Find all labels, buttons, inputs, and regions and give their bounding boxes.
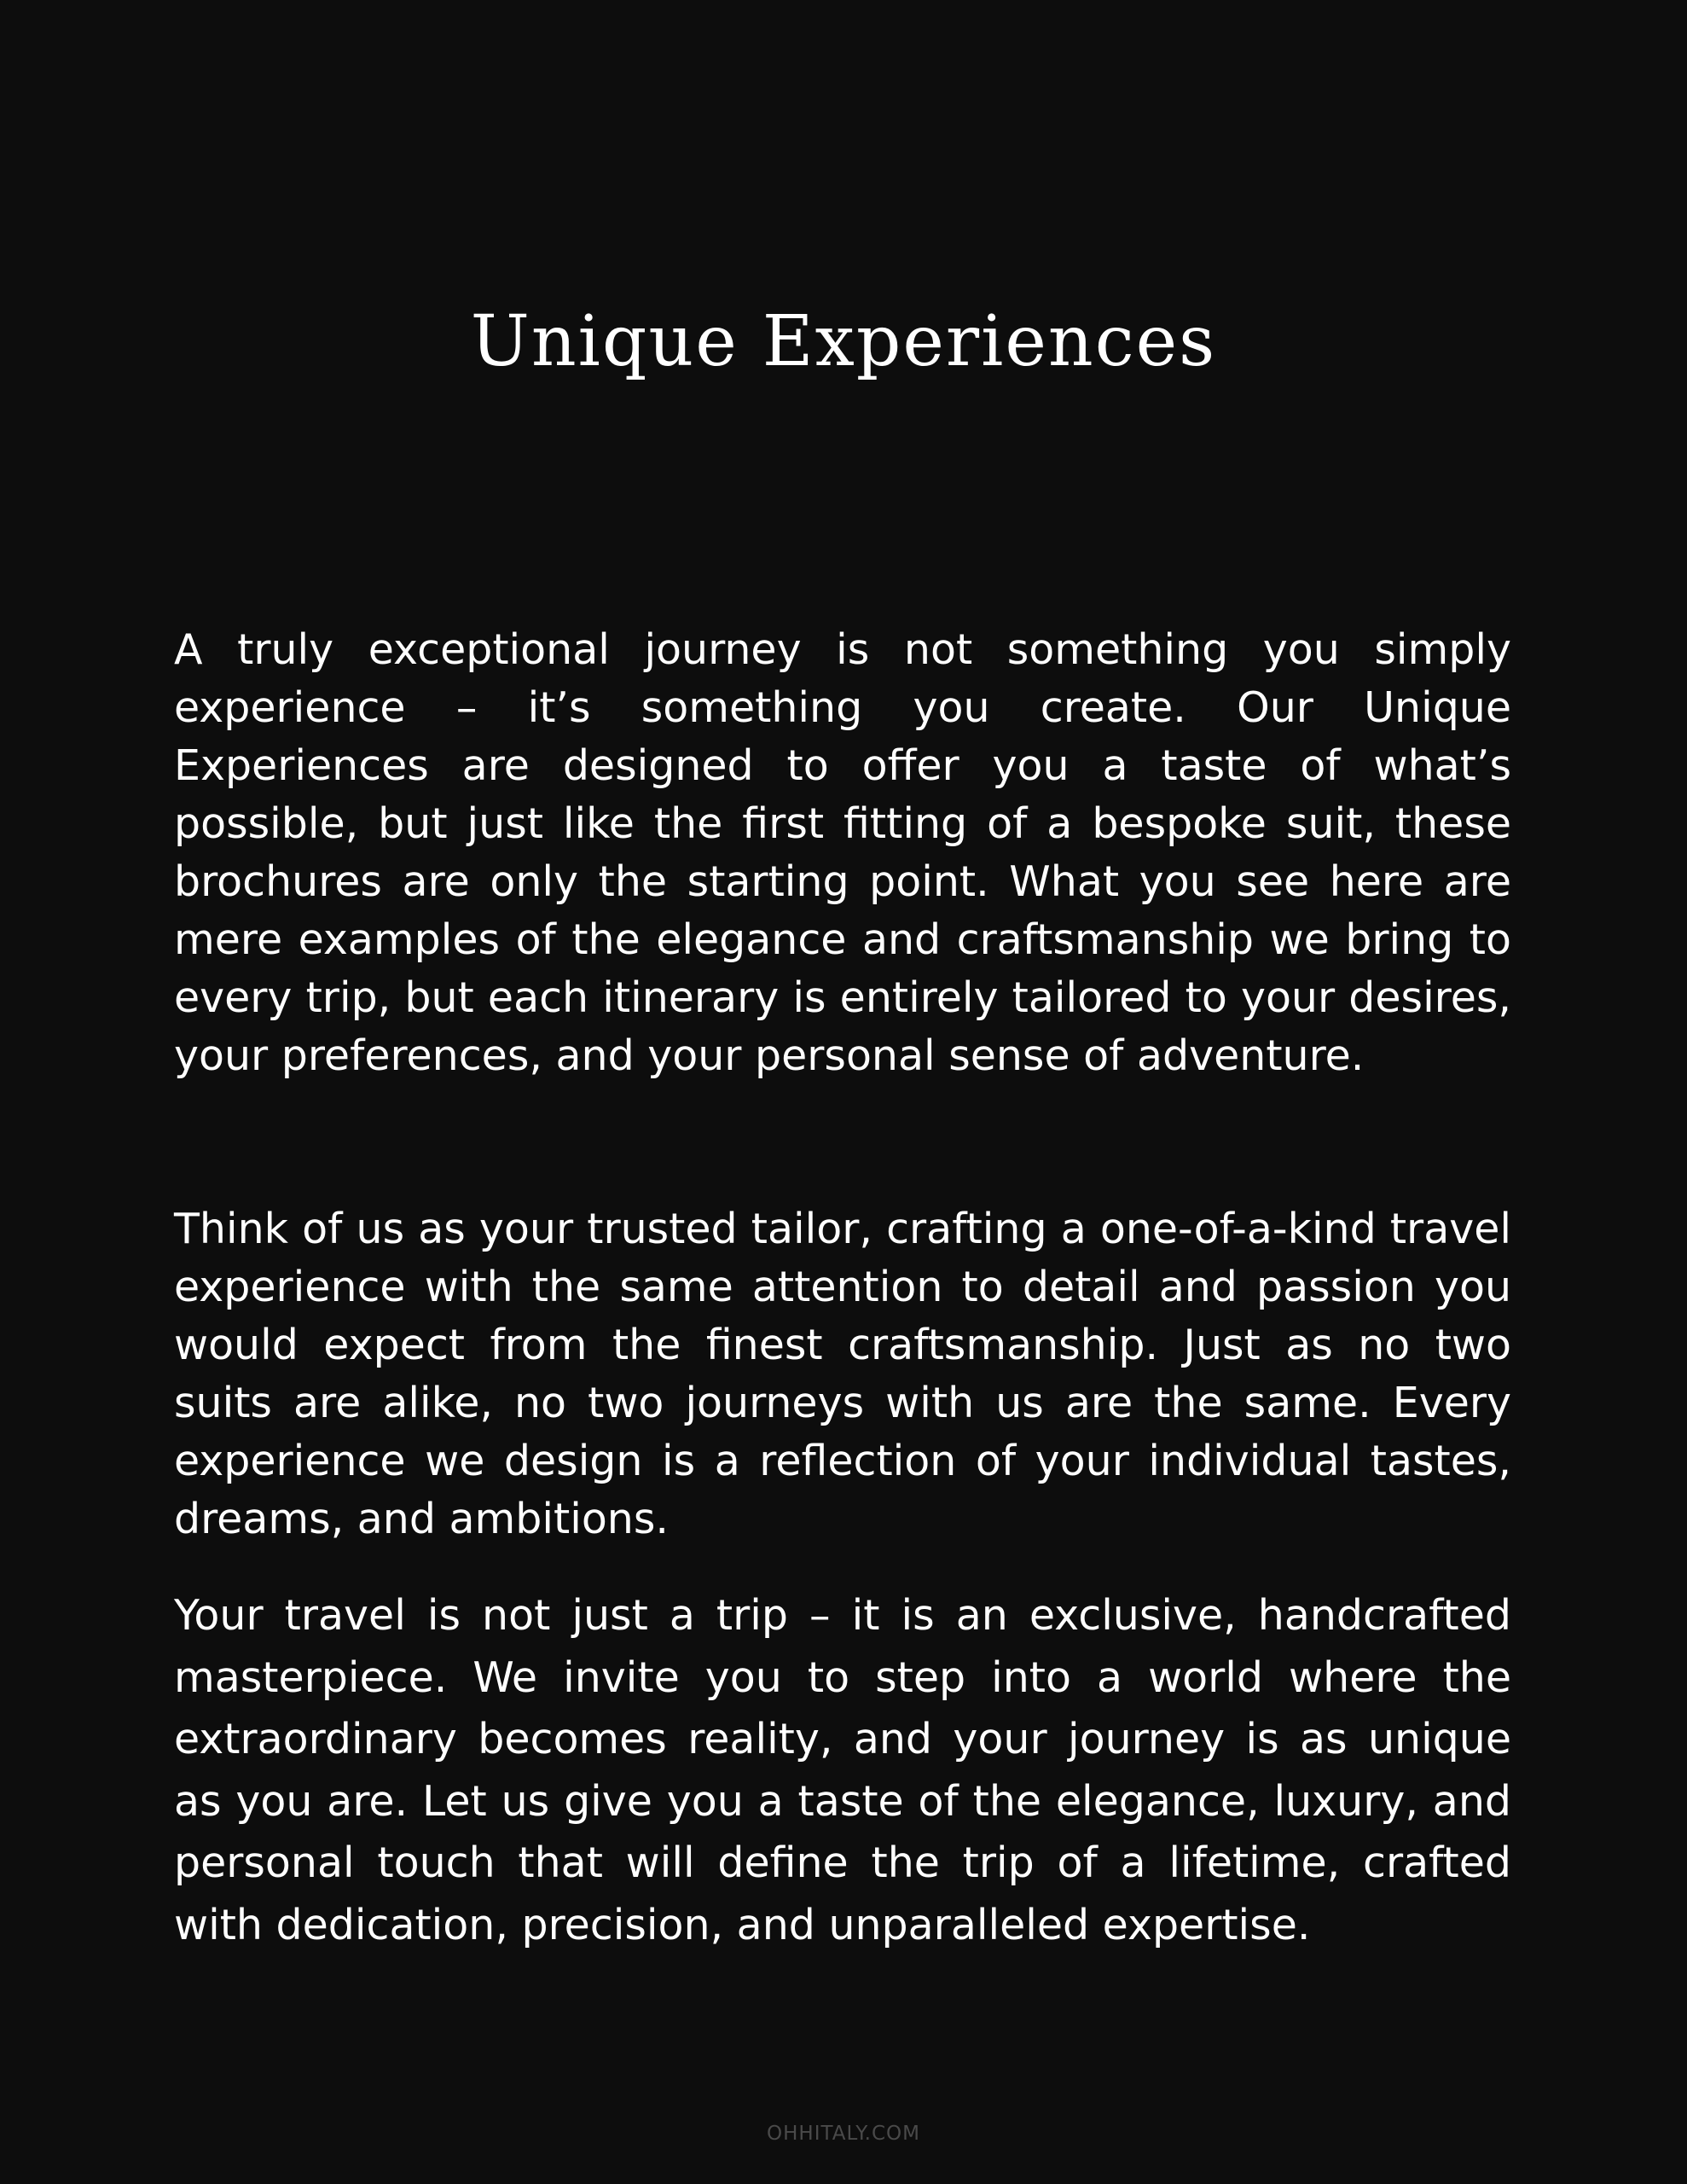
closing-paragraph: Your travel is not just a trip – it is an exclusive, handcrafted masterpiece. We invite you to step into a world where the extraordinary becomes reality, and your journey is as unique as you are. Let us give you a taste of the elegance, luxury, and personal touch that will define the trip of a lifetime, crafted with dedication, precision, and unparalleled expertise. xyxy=(174,1591,1511,1949)
tailor-paragraph: Think of us as your trusted tailor, crafting a one-of-a-kind travel experience with the same attention to detail and passion you would expect from the finest craftsmanship. Just as no two suits are alike, no two journeys with us are the same. Every experience we design is a reflection of your individual tastes, dreams, and ambitions. xyxy=(174,1205,1511,1543)
page-title: Unique Experiences xyxy=(470,301,1217,382)
intro-paragraph: A truly exceptional journey is not something you simply experience – it’s something you create. Our Unique Experiences are designed to offer you a taste of what’s possible, but just like the first fitting of a bespoke suit, these brochures are only the starting point. What you see here are mere examples of the elegance and craftsmanship we bring to every trip, but each itinerary is entirely tailored to your desires, your preferences, and your personal sense of adventure. xyxy=(174,625,1511,1080)
footer-url: OHHITALY.COM xyxy=(767,2123,920,2145)
